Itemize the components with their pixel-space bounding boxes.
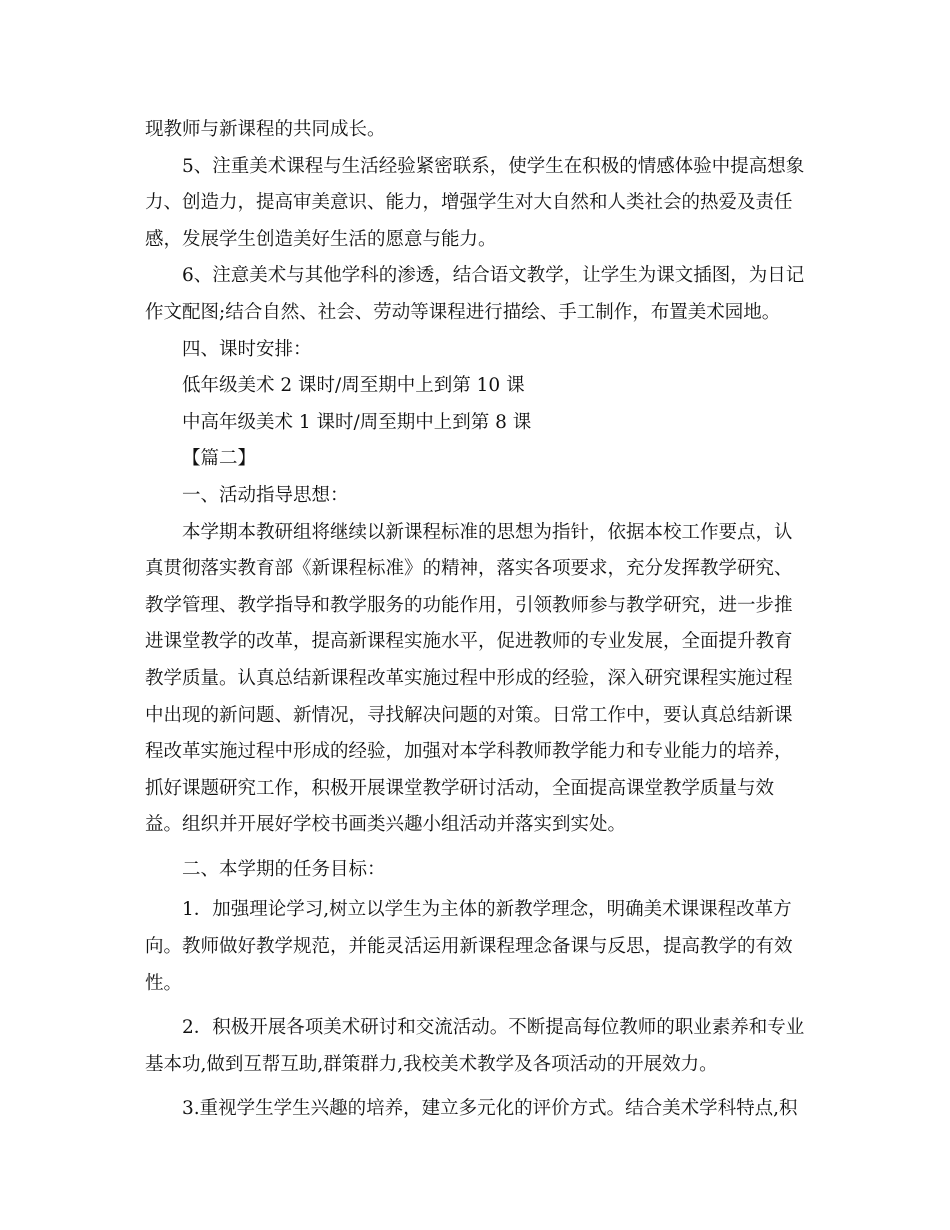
text-line: 教学质量。认真总结新课程改革实施过程中形成的经验，深入研究课程实施过程 [145, 667, 793, 689]
text-line: 低年级美术 2 课时/周至期中上到第 10 课 [182, 375, 525, 397]
text-line: 益。组织并开展好学校书画类兴趣小组活动并落实到实处。 [145, 814, 627, 836]
text-line: 现教师与新课程的共同成长。 [145, 119, 386, 140]
text-line: 基本功,做到互帮互助,群策群力,我校美术教学及各项活动的开展效力。 [145, 1053, 718, 1075]
text-line: 感，发展学生创造美好生活的愿意与能力。 [145, 228, 497, 250]
text-line: 四、课时安排： [182, 338, 312, 360]
text-line: 力、创造力，提高审美意识、能力，增强学生对大自然和人类社会的热爱及责任 [145, 192, 793, 214]
text-line: 一、活动指导思想： [182, 484, 349, 506]
text-line: 向。教师做好教学规范，并能灵活运用新课程理念备课与反思，提高教学的有效 [145, 936, 793, 958]
text-line: 5、注重美术课程与生活经验紧密联系，使学生在积极的情感体验中提高想象 [182, 155, 805, 177]
text-line: 中出现的新问题、新情况，寻找解决问题的对策。日常工作中，要认真总结新课 [145, 704, 793, 726]
text-line: 进课堂教学的改革，提高新课程实施水平，促进教师的专业发展，全面提升教育 [145, 631, 793, 653]
text-line: 二、本学期的任务目标： [182, 858, 386, 880]
text-line: 【篇二】 [182, 448, 257, 470]
text-line: 真贯彻落实教育部《新课程标准》的精神，落实各项要求，充分发挥教学研究、 [145, 558, 793, 580]
text-line: 3.重视学生学生兴趣的培养，建立多元化的评价方式。结合美术学科特点,积 [182, 1098, 798, 1120]
text-line: 教学管理、教学指导和教学服务的功能作用，引领教师参与教学研究，进一步推 [145, 594, 793, 616]
text-line: 中高年级美术 1 课时/周至期中上到第 8 课 [182, 411, 532, 433]
text-line: 抓好课题研究工作，积极开展课堂教学研讨活动，全面提高课堂教学质量与效 [145, 777, 775, 799]
text-line: 作文配图;结合自然、社会、劳动等课程进行描绘、手工制作，布置美术园地。 [145, 301, 781, 323]
text-line: 程改革实施过程中形成的经验，加强对本学科教师教学能力和专业能力的培养， [145, 741, 793, 763]
text-line: 2．积极开展各项美术研讨和交流活动。不断提高每位教师的职业素养和专业 [182, 1017, 805, 1039]
text-line: 性。 [145, 972, 183, 994]
text-line: 1．加强理论学习,树立以学生为主体的新教学理念，明确美术课课程改革方 [182, 899, 792, 921]
document-body [145, 112, 810, 1128]
text-line: 6、注意美术与其他学科的渗透，结合语文教学，让学生为课文插图，为日记 [182, 265, 805, 287]
text-line: 本学期本教研组将继续以新课程标准的思想为指针，依据本校工作要点，认 [182, 521, 793, 543]
